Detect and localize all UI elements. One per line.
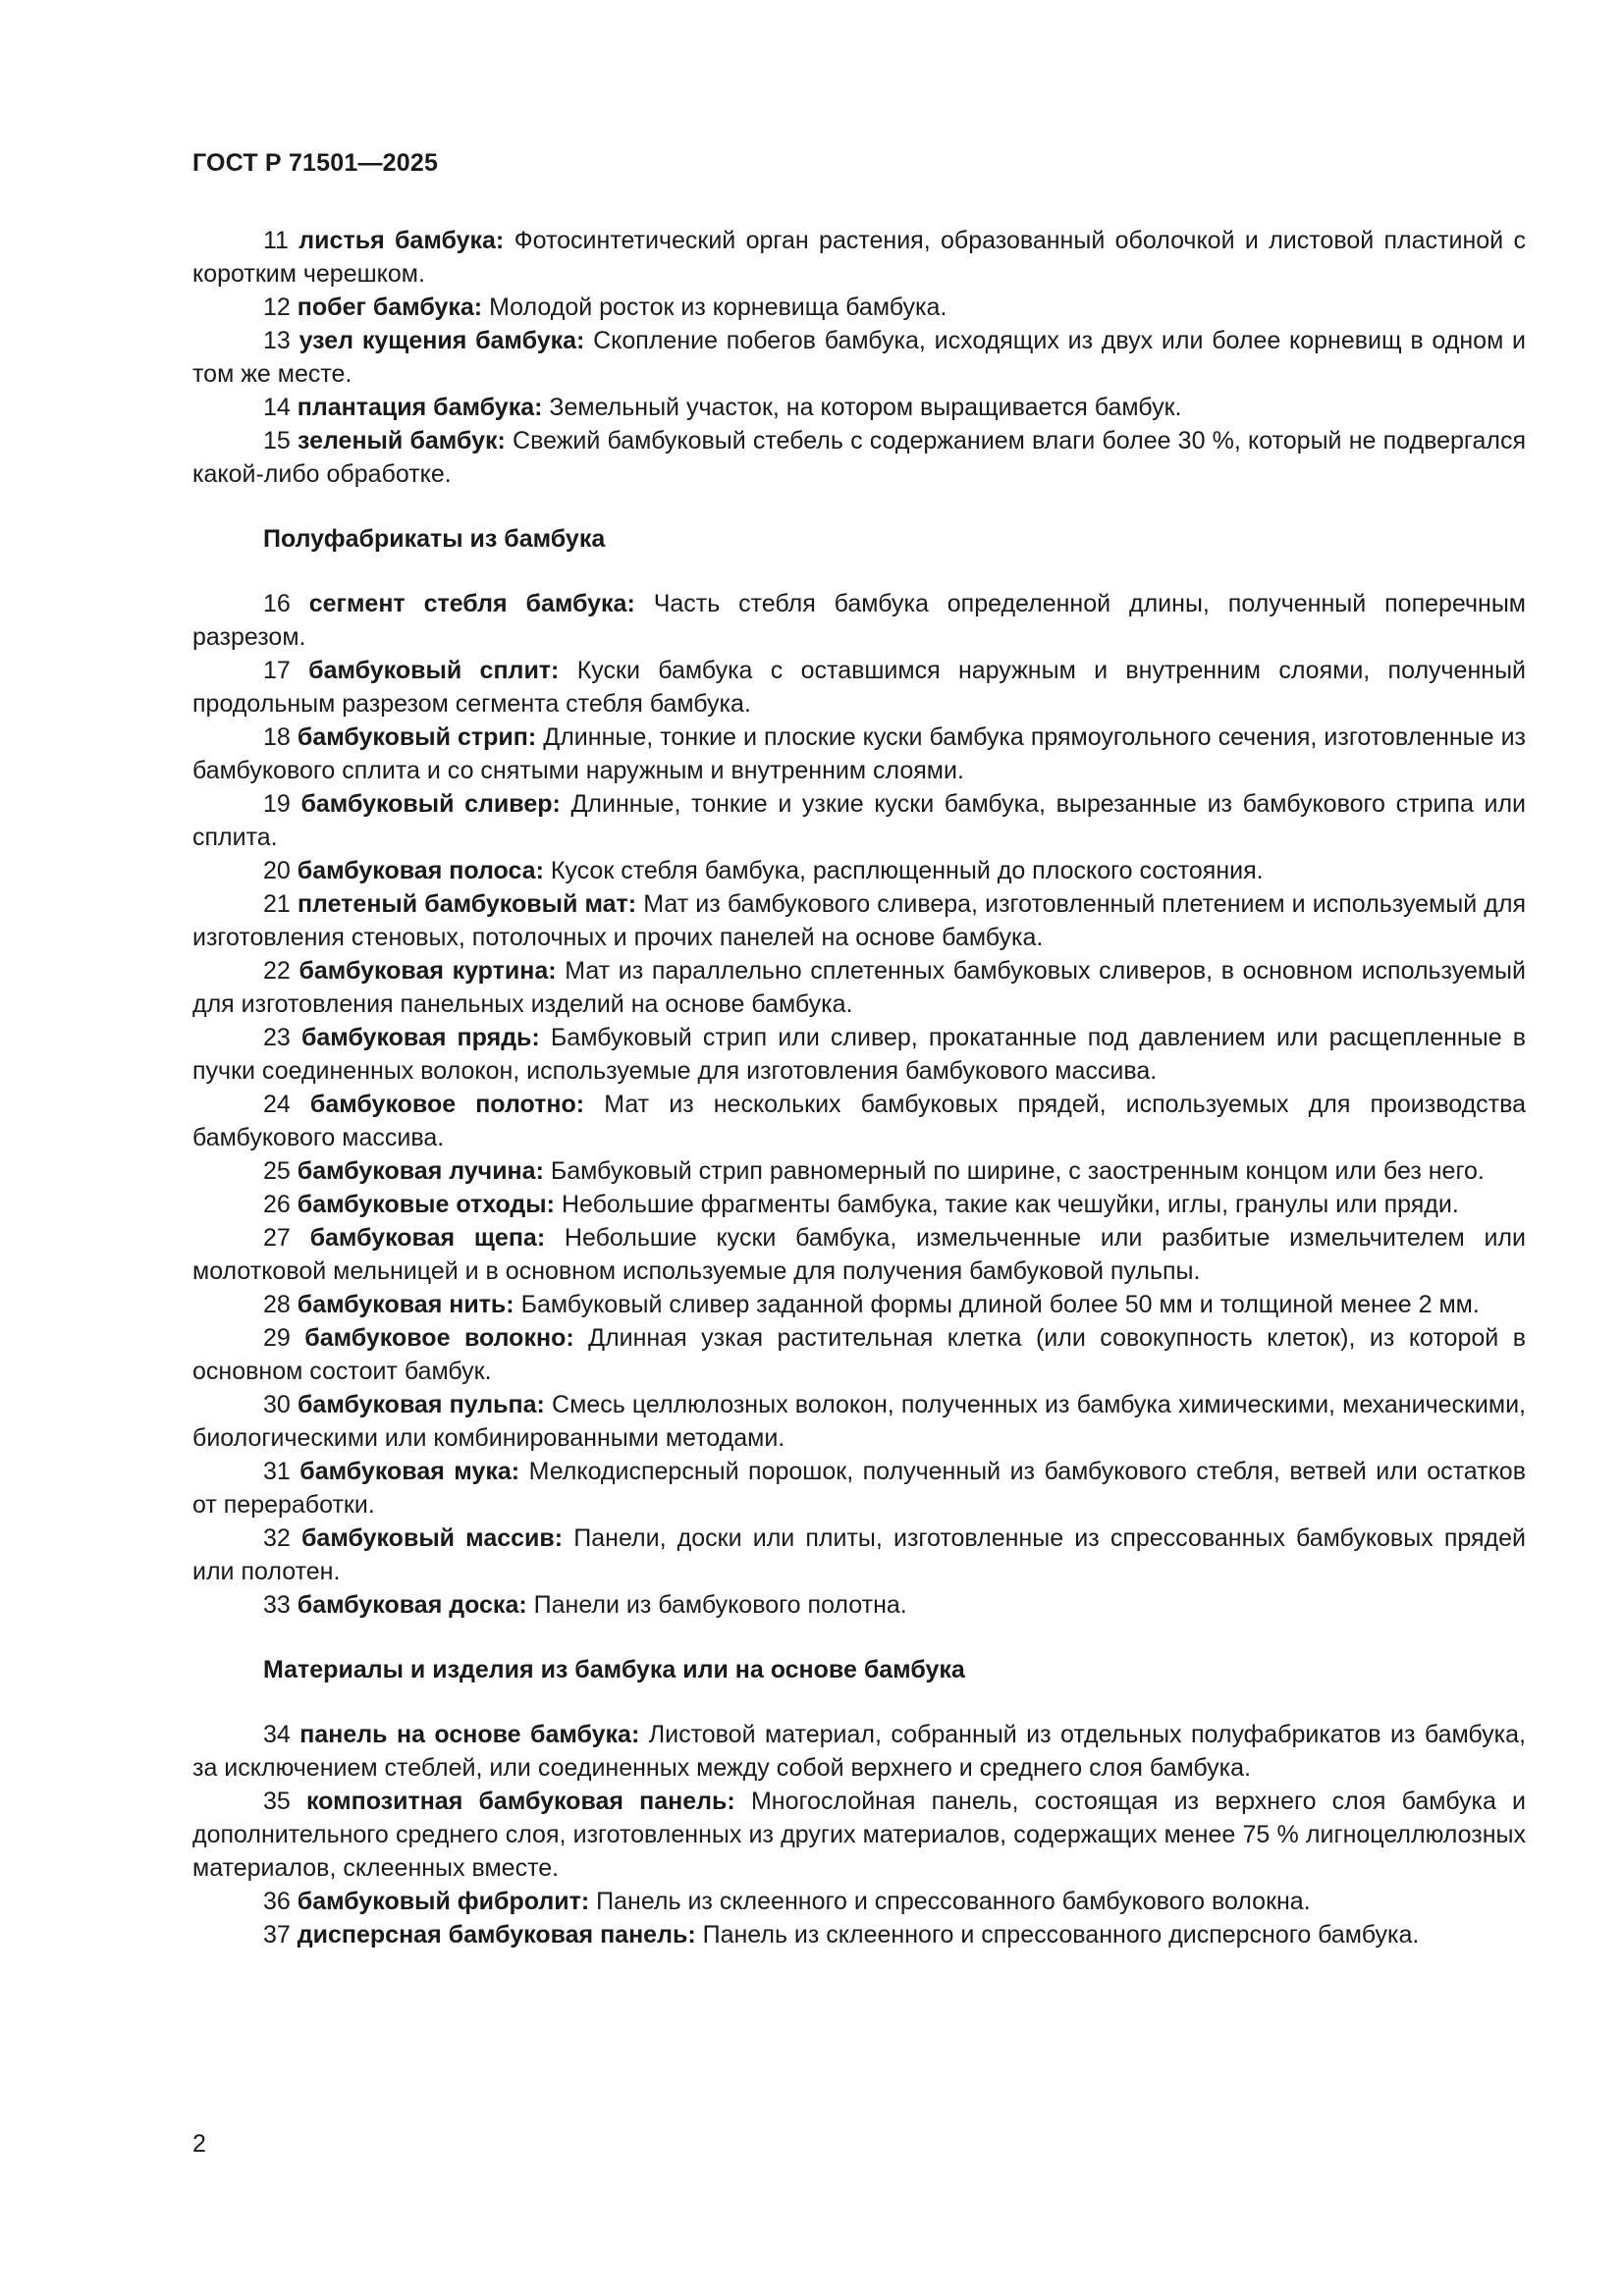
term-definition: Фотосинтетический орган растения, образованный оболочкой и листовой пластиной с коротким черешком.	[192, 227, 1526, 288]
term-number: 18	[263, 723, 291, 751]
term-definition: Листовой материал, собранный из отдельных полуфабрикатов из бамбука, за исключением стеблей, или соединенных между собой верхнего и среднего слоя бамбука.	[192, 1721, 1527, 1782]
term-entry	[192, 391, 1526, 424]
term-name: бамбуковая полоса:	[297, 857, 544, 884]
term-definition: Кусок стебля бамбука, расплющенный до плоского состояния.	[550, 857, 1264, 884]
term-definition: Панели, доски или плиты, изготовленные из спрессованных бамбуковых прядей или полотен.	[192, 1524, 1526, 1585]
term-number: 29	[263, 1324, 291, 1352]
term-entry	[192, 1718, 1526, 1785]
term-definition: Многослойная панель, состоящая из верхнего слоя бамбука и дополнительного среднего слоя, изготовленных из других материалов, содержащих менее 75 % лигноцеллюлозных материалов, склеенных вместе.	[192, 1788, 1526, 1882]
term-number: 21	[263, 890, 291, 918]
term-number: 15	[263, 427, 291, 454]
term-definition: Свежий бамбуковый стебель с содержанием влаги более 30 %, который не подвергался какой-либо обработке.	[192, 427, 1526, 488]
term-number: 34	[263, 1721, 291, 1748]
term-number: 32	[263, 1524, 291, 1552]
term-definition: Молодой росток из корневища бамбука.	[489, 294, 947, 321]
term-entry	[192, 587, 1526, 654]
term-number: 11	[263, 227, 289, 254]
term-number: 22	[263, 957, 291, 985]
section-heading: Материалы и изделия из бамбука или на основе бамбука	[263, 1656, 965, 1683]
term-name: бамбуковая прядь:	[300, 1024, 540, 1051]
term-name: панель на основе бамбука:	[299, 1721, 640, 1748]
term-entry	[192, 224, 1526, 291]
term-entry	[192, 1188, 1526, 1221]
term-name: дисперсная бамбуковая панель:	[297, 1921, 696, 1949]
term-definition: Небольшие куски бамбука, измельченные или разбитые измельчителем или молотковой мельницей и в основном используемые для получения бамбуковой пульпы.	[192, 1224, 1526, 1285]
term-number: 28	[263, 1291, 291, 1318]
term-definition: Панели из бамбукового полотна.	[533, 1591, 907, 1619]
page-number: 2	[192, 2130, 206, 2158]
term-name: бамбуковый сливер:	[300, 790, 561, 818]
term-entry	[192, 1021, 1526, 1088]
term-entry	[192, 1455, 1526, 1522]
term-entry	[192, 1321, 1526, 1388]
term-entry	[192, 887, 1526, 954]
term-number: 35	[263, 1788, 291, 1815]
terms-section	[192, 522, 1526, 1622]
term-definition: Длинные, тонкие и узкие куски бамбука, вырезанные из бамбукового стрипа или сплита.	[192, 790, 1526, 851]
term-entry	[192, 1288, 1526, 1321]
term-entry	[192, 1918, 1526, 1951]
term-number: 20	[263, 857, 291, 884]
term-number: 19	[263, 790, 291, 818]
term-definition: Панель из склеенного и спрессованного дисперсного бамбука.	[702, 1921, 1420, 1949]
term-name: зеленый бамбук:	[298, 427, 506, 454]
term-entry	[192, 424, 1526, 491]
term-number: 23	[263, 1024, 291, 1051]
term-definition: Часть стебля бамбука определенной длины, полученный поперечным разрезом.	[192, 590, 1526, 651]
term-number: 31	[263, 1458, 291, 1485]
terms-section	[192, 224, 1526, 491]
term-entry	[192, 1785, 1526, 1885]
term-definition: Длинная узкая растительная клетка (или совокупность клеток), из которой в основном состоит бамбук.	[192, 1324, 1526, 1385]
term-number: 17	[263, 657, 291, 684]
term-name: бамбуковый сплит:	[308, 657, 560, 684]
term-definition: Мелкодисперсный порошок, полученный из бамбукового стебля, ветвей или остатков от переработки.	[192, 1458, 1526, 1519]
term-number: 33	[263, 1591, 291, 1619]
term-name: бамбуковый стрип:	[297, 723, 537, 751]
term-definition: Скопление побегов бамбука, исходящих из двух или более корневищ в одном и том же месте.	[192, 327, 1526, 388]
term-definition: Панель из склеенного и спрессованного бамбукового волокна.	[596, 1888, 1311, 1915]
term-name: бамбуковая пульпа:	[297, 1391, 545, 1418]
term-entry	[192, 1588, 1526, 1622]
term-entry	[192, 1221, 1526, 1288]
term-name: бамбуковая нить:	[297, 1291, 514, 1318]
term-name: бамбуковый фибролит:	[297, 1888, 590, 1915]
term-name: бамбуковое волокно:	[304, 1324, 574, 1352]
term-name: узел кущения бамбука:	[298, 327, 585, 354]
term-entry	[192, 654, 1526, 721]
term-name: плетеный бамбуковый мат:	[297, 890, 637, 918]
terms-content	[192, 224, 1526, 1951]
term-definition: Длинные, тонкие и плоские куски бамбука прямоугольного сечения, изготовленные из бамбукового сплита и со снятыми наружным и внутренним слоями.	[192, 723, 1526, 784]
term-entry	[192, 291, 1526, 324]
term-definition: Смесь целлюлозных волокон, полученных из бамбука химическими, механическими, биологическими или комбинированными методами.	[192, 1391, 1526, 1452]
standard-code-header: ГОСТ Р 71501—2025	[192, 149, 439, 177]
term-definition: Бамбуковый стрип равномерный по ширине, с заостренным концом или без него.	[550, 1157, 1485, 1185]
term-entry	[192, 854, 1526, 887]
term-entry	[192, 1522, 1526, 1588]
term-number: 27	[263, 1224, 291, 1252]
term-entry	[192, 1388, 1526, 1455]
term-definition: Мат из бамбукового сливера, изготовленный плетением и используемый для изготовления стеновых, потолочных и прочих панелей на основе бамбука.	[192, 890, 1527, 951]
term-entry	[192, 1885, 1526, 1918]
term-name: композитная бамбуковая панель:	[306, 1788, 735, 1815]
term-entry	[192, 1154, 1526, 1188]
term-name: плантация бамбука:	[297, 394, 543, 421]
term-number: 13	[263, 327, 291, 354]
term-name: сегмент стебля бамбука:	[308, 590, 635, 617]
term-number: 24	[263, 1091, 291, 1118]
terms-section	[192, 1653, 1526, 1951]
term-entry	[192, 721, 1526, 787]
term-definition: Куски бамбука с оставшимся наружным и внутренним слоями, полученный продольным разрезом сегмента стебля бамбука.	[192, 657, 1527, 718]
section-heading: Полуфабрикаты из бамбука	[263, 525, 606, 553]
term-definition: Земельный участок, на котором выращивается бамбук.	[549, 394, 1182, 421]
term-entry	[192, 324, 1526, 391]
term-name: бамбуковая доска:	[297, 1591, 527, 1619]
term-number: 37	[263, 1921, 291, 1949]
term-number: 30	[263, 1391, 291, 1418]
term-name: бамбуковая лучина:	[297, 1157, 544, 1185]
term-definition: Мат из параллельно сплетенных бамбуковых сливеров, в основном используемый для изготовления панельных изделий на основе бамбука.	[192, 957, 1526, 1018]
term-definition: Мат из нескольких бамбуковых прядей, используемых для производства бамбукового массива.	[192, 1091, 1527, 1151]
term-name: побег бамбука:	[297, 294, 483, 321]
term-definition: Небольшие фрагменты бамбука, такие как чешуйки, иглы, гранулы или пряди.	[561, 1191, 1459, 1218]
term-name: бамбуковые отходы:	[297, 1191, 555, 1218]
term-name: листья бамбука:	[298, 227, 505, 254]
term-name: бамбуковая мука:	[299, 1458, 520, 1485]
term-entry	[192, 954, 1526, 1021]
term-number: 26	[263, 1191, 291, 1218]
term-entry	[192, 787, 1526, 854]
term-name: бамбуковое полотно:	[309, 1091, 585, 1118]
term-number: 12	[263, 294, 291, 321]
term-number: 14	[263, 394, 291, 421]
term-number: 36	[263, 1888, 291, 1915]
term-name: бамбуковая куртина:	[298, 957, 557, 985]
term-entry	[192, 1088, 1526, 1154]
term-number: 25	[263, 1157, 291, 1185]
term-number: 16	[263, 590, 291, 617]
term-name: бамбуковый массив:	[300, 1524, 564, 1552]
term-definition: Бамбуковый стрип или сливер, прокатанные под давлением или расщепленные в пучки соединенных волокон, используемые для изготовления бамбукового массива.	[192, 1024, 1527, 1085]
term-name: бамбуковая щепа:	[309, 1224, 546, 1252]
term-definition: Бамбуковый сливер заданной формы длиной более 50 мм и толщиной менее 2 мм.	[520, 1291, 1480, 1318]
